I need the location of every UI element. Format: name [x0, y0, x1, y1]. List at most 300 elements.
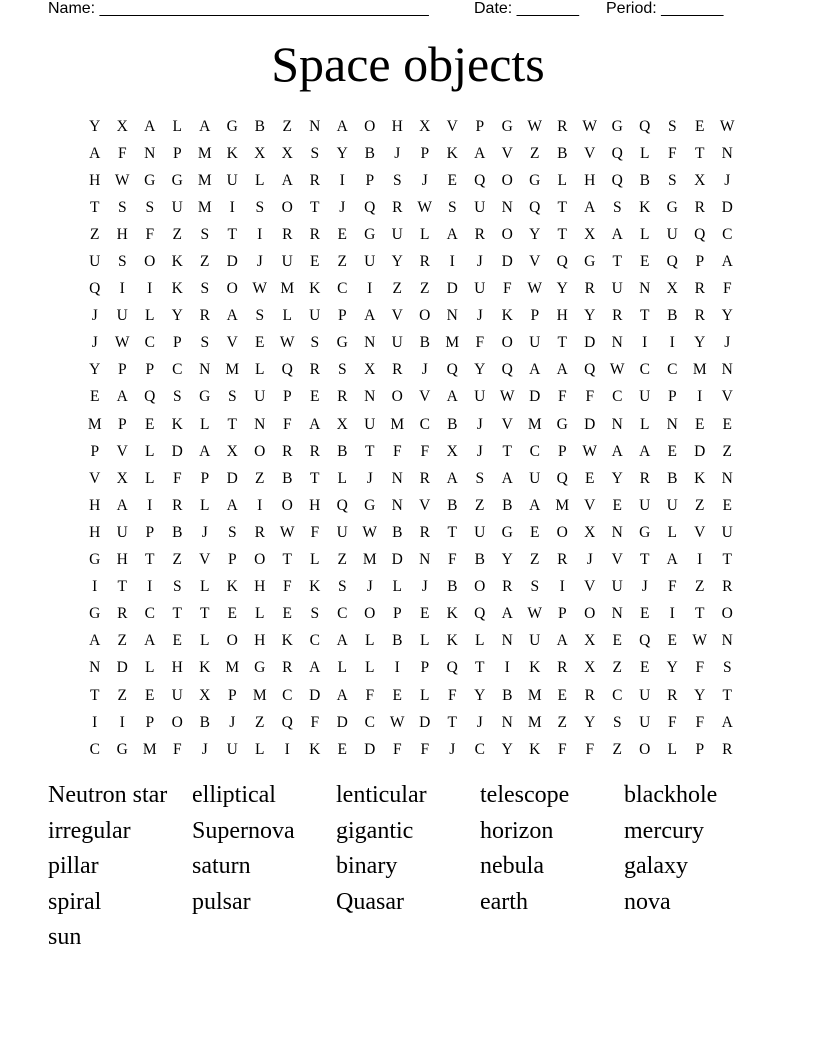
- grid-letter: S: [227, 388, 237, 406]
- grid-letter: F: [695, 659, 705, 677]
- grid-letter: M: [692, 361, 707, 379]
- word-bank-item: elliptical: [192, 782, 276, 808]
- grid-letter: A: [474, 144, 486, 162]
- grid-letter: Y: [501, 740, 513, 758]
- grid-letter: R: [612, 307, 623, 325]
- grid-letter: S: [255, 198, 265, 216]
- grid-letter: X: [364, 361, 376, 379]
- grid-letter: P: [667, 388, 677, 406]
- grid-letter: Z: [337, 551, 347, 569]
- grid-letter: C: [612, 686, 623, 704]
- grid-letter: E: [585, 469, 595, 487]
- grid-letter: S: [200, 334, 210, 352]
- grid-letter: J: [476, 307, 483, 325]
- word-bank-item: saturn: [192, 853, 251, 880]
- grid-letter: R: [282, 225, 293, 243]
- grid-letter: Z: [200, 253, 210, 271]
- grid-letter: C: [282, 686, 293, 704]
- grid-letter: S: [117, 253, 127, 271]
- word-bank-item: Supernova: [192, 817, 295, 844]
- grid-letter: C: [722, 225, 733, 243]
- grid-letter: N: [721, 632, 733, 650]
- grid-letter: Z: [530, 551, 540, 569]
- grid-letter: M: [445, 334, 460, 352]
- grid-letter: T: [90, 686, 100, 704]
- grid-letter: A: [336, 632, 348, 650]
- grid-letter: Z: [475, 496, 485, 514]
- grid-letter: T: [117, 578, 127, 596]
- grid-letter: F: [557, 388, 567, 406]
- name-field: Name: _____________________________________: [48, 0, 429, 17]
- grid-letter: O: [501, 225, 513, 243]
- grid-letter: F: [557, 740, 567, 758]
- grid-letter: A: [446, 469, 458, 487]
- grid-letter: R: [502, 578, 513, 596]
- grid-letter: O: [391, 388, 403, 406]
- word-bank-item: pulsar: [192, 888, 251, 915]
- grid-letter: B: [337, 442, 348, 460]
- grid-letter: N: [501, 713, 513, 731]
- grid-letter: Y: [391, 253, 403, 271]
- grid-letter: K: [694, 469, 706, 487]
- grid-letter: J: [201, 740, 208, 758]
- grid-letter: K: [226, 578, 238, 596]
- grid-letter: E: [227, 605, 237, 623]
- grid-letter: T: [172, 605, 182, 623]
- grid-letter: U: [171, 198, 183, 216]
- grid-letter: B: [392, 632, 403, 650]
- grid-letter: G: [364, 496, 376, 514]
- grid-letter: X: [584, 523, 596, 541]
- grid-letter: S: [310, 334, 320, 352]
- grid-letter: Y: [694, 686, 706, 704]
- grid-letter: O: [584, 605, 596, 623]
- grid-letter: Z: [117, 632, 127, 650]
- grid-letter: U: [639, 388, 651, 406]
- grid-letter: X: [694, 171, 706, 189]
- grid-letter: Q: [611, 144, 623, 162]
- grid-letter: D: [584, 334, 596, 352]
- grid-letter: U: [639, 496, 651, 514]
- grid-letter: W: [389, 713, 405, 731]
- grid-letter: F: [420, 740, 430, 758]
- grid-letter: F: [447, 551, 457, 569]
- grid-letter: L: [337, 469, 347, 487]
- grid-letter: R: [694, 280, 705, 298]
- grid-letter: E: [722, 415, 732, 433]
- grid-letter: V: [694, 523, 706, 541]
- grid-letter: O: [721, 605, 733, 623]
- grid-letter: F: [117, 144, 127, 162]
- grid-letter: W: [362, 523, 378, 541]
- grid-letter: M: [142, 740, 157, 758]
- grid-letter: I: [504, 659, 510, 677]
- grid-letter: T: [145, 551, 155, 569]
- grid-letter: E: [667, 632, 677, 650]
- grid-letter: S: [145, 198, 155, 216]
- grid-letter: Z: [695, 578, 705, 596]
- grid-letter: F: [447, 686, 457, 704]
- grid-letter: O: [639, 740, 651, 758]
- grid-letter: B: [447, 415, 458, 433]
- grid-letter: A: [144, 117, 156, 135]
- grid-letter: P: [420, 659, 430, 677]
- grid-letter: S: [172, 578, 182, 596]
- grid-letter: W: [692, 632, 708, 650]
- grid-letter: X: [116, 117, 128, 135]
- grid-letter: L: [365, 659, 375, 677]
- grid-letter: E: [310, 388, 320, 406]
- grid-letter: L: [200, 578, 210, 596]
- grid-letter: F: [667, 713, 677, 731]
- grid-letter: Q: [474, 171, 486, 189]
- grid-letter: N: [611, 605, 623, 623]
- grid-letter: B: [419, 334, 430, 352]
- grid-letter: D: [501, 253, 513, 271]
- grid-letter: L: [282, 307, 292, 325]
- grid-letter: L: [420, 632, 430, 650]
- grid-letter: S: [117, 198, 127, 216]
- grid-letter: C: [144, 334, 155, 352]
- grid-letter: Z: [695, 496, 705, 514]
- word-bank-item: Neutron star: [48, 782, 168, 808]
- grid-letter: J: [201, 523, 208, 541]
- grid-letter: I: [697, 551, 703, 569]
- grid-letter: R: [392, 198, 403, 216]
- grid-letter: V: [721, 388, 733, 406]
- grid-letter: Z: [612, 659, 622, 677]
- grid-letter: J: [724, 334, 731, 352]
- grid-letter: O: [254, 442, 266, 460]
- grid-letter: S: [200, 280, 210, 298]
- grid-letter: C: [364, 713, 375, 731]
- grid-letter: U: [666, 496, 678, 514]
- grid-letter: D: [584, 415, 596, 433]
- grid-letter: T: [200, 605, 210, 623]
- grid-letter: N: [309, 117, 321, 135]
- grid-letter: J: [476, 415, 483, 433]
- grid-letter: F: [420, 442, 430, 460]
- grid-letter: Z: [255, 713, 265, 731]
- grid-letter: F: [502, 280, 512, 298]
- grid-letter: L: [667, 523, 677, 541]
- grid-letter: S: [310, 144, 320, 162]
- grid-letter: I: [229, 198, 235, 216]
- grid-letter: Y: [694, 334, 706, 352]
- grid-letter: U: [474, 523, 486, 541]
- grid-letter: G: [144, 171, 156, 189]
- grid-letter: J: [394, 144, 401, 162]
- grid-letter: F: [722, 280, 732, 298]
- grid-letter: J: [641, 578, 648, 596]
- grid-letter: X: [584, 632, 596, 650]
- grid-letter: V: [529, 253, 541, 271]
- grid-letter: P: [227, 686, 237, 704]
- grid-letter: E: [145, 415, 155, 433]
- grid-letter: A: [199, 442, 211, 460]
- grid-letter: Z: [117, 686, 127, 704]
- grid-letter: B: [447, 578, 458, 596]
- grid-letter: N: [721, 361, 733, 379]
- grid-letter: P: [365, 171, 375, 189]
- grid-letter: F: [310, 713, 320, 731]
- grid-letter: O: [144, 253, 156, 271]
- grid-letter: H: [584, 171, 596, 189]
- grid-letter: A: [226, 496, 238, 514]
- grid-letter: H: [89, 496, 101, 514]
- grid-letter: D: [171, 442, 183, 460]
- grid-letter: S: [200, 225, 210, 243]
- grid-letter: L: [255, 171, 265, 189]
- grid-letter: L: [337, 659, 347, 677]
- grid-letter: U: [611, 280, 623, 298]
- grid-letter: L: [145, 469, 155, 487]
- grid-letter: P: [557, 605, 567, 623]
- grid-letter: I: [119, 713, 125, 731]
- grid-letter: T: [695, 144, 705, 162]
- grid-letter: T: [310, 469, 320, 487]
- grid-letter: E: [667, 442, 677, 460]
- grid-letter: K: [171, 415, 183, 433]
- grid-letter: E: [640, 659, 650, 677]
- grid-letter: G: [501, 117, 513, 135]
- grid-letter: L: [200, 415, 210, 433]
- grid-letter: H: [556, 307, 568, 325]
- grid-letter: Z: [172, 225, 182, 243]
- grid-letter: Z: [420, 280, 430, 298]
- grid-letter: L: [145, 442, 155, 460]
- grid-letter: N: [721, 144, 733, 162]
- grid-letter: K: [309, 578, 321, 596]
- grid-letter: H: [391, 117, 403, 135]
- grid-letter: I: [697, 388, 703, 406]
- grid-letter: P: [392, 605, 402, 623]
- grid-letter: W: [527, 117, 543, 135]
- grid-letter: L: [145, 659, 155, 677]
- grid-letter: M: [362, 551, 377, 569]
- grid-letter: Q: [584, 361, 596, 379]
- grid-letter: G: [226, 117, 238, 135]
- grid-letter: H: [116, 551, 128, 569]
- grid-letter: N: [666, 415, 678, 433]
- grid-letter: R: [419, 523, 430, 541]
- grid-letter: R: [584, 280, 595, 298]
- grid-letter: U: [391, 225, 403, 243]
- grid-letter: S: [667, 117, 677, 135]
- word-bank-item: lenticular: [336, 782, 427, 808]
- grid-letter: D: [419, 713, 431, 731]
- grid-letter: U: [639, 686, 651, 704]
- grid-letter: I: [559, 578, 565, 596]
- grid-letter: M: [280, 280, 295, 298]
- grid-letter: K: [529, 659, 541, 677]
- grid-letter: S: [612, 713, 622, 731]
- grid-letter: U: [364, 253, 376, 271]
- grid-letter: W: [252, 280, 268, 298]
- grid-letter: O: [281, 496, 293, 514]
- grid-letter: K: [309, 280, 321, 298]
- grid-letter: A: [89, 144, 101, 162]
- grid-letter: G: [336, 334, 348, 352]
- grid-letter: U: [474, 388, 486, 406]
- grid-letter: Q: [611, 171, 623, 189]
- grid-letter: J: [724, 171, 731, 189]
- grid-letter: E: [640, 253, 650, 271]
- grid-letter: I: [257, 496, 263, 514]
- grid-letter: U: [336, 523, 348, 541]
- grid-letter: M: [197, 144, 212, 162]
- grid-letter: X: [446, 442, 458, 460]
- grid-letter: L: [640, 415, 650, 433]
- grid-letter: W: [114, 334, 130, 352]
- grid-letter: A: [529, 361, 541, 379]
- grid-letter: U: [89, 253, 101, 271]
- grid-letter: U: [171, 686, 183, 704]
- grid-letter: J: [476, 253, 483, 271]
- grid-letter: O: [226, 632, 238, 650]
- grid-letter: R: [694, 307, 705, 325]
- grid-letter: M: [527, 713, 542, 731]
- worksheet-header: [48, 0, 738, 20]
- grid-letter: E: [530, 523, 540, 541]
- grid-letter: P: [337, 307, 347, 325]
- grid-letter: M: [390, 415, 405, 433]
- grid-letter: Q: [474, 605, 486, 623]
- grid-letter: O: [474, 578, 486, 596]
- grid-letter: A: [281, 171, 293, 189]
- grid-letter: U: [226, 740, 238, 758]
- grid-letter: W: [417, 198, 433, 216]
- grid-letter: N: [611, 523, 623, 541]
- grid-letter: N: [446, 307, 458, 325]
- grid-letter: Z: [392, 280, 402, 298]
- grid-letter: A: [584, 198, 596, 216]
- grid-letter: X: [584, 225, 596, 243]
- grid-letter: S: [337, 361, 347, 379]
- grid-letter: U: [226, 171, 238, 189]
- grid-letter: S: [310, 605, 320, 623]
- grid-letter: X: [116, 469, 128, 487]
- grid-letter: R: [117, 605, 128, 623]
- grid-letter: I: [92, 713, 98, 731]
- grid-letter: I: [147, 578, 153, 596]
- grid-letter: D: [309, 686, 321, 704]
- grid-letter: B: [392, 523, 403, 541]
- grid-letter: J: [476, 713, 483, 731]
- grid-letter: F: [392, 442, 402, 460]
- grid-letter: A: [721, 713, 733, 731]
- grid-letter: N: [721, 469, 733, 487]
- grid-letter: X: [584, 659, 596, 677]
- grid-letter: G: [529, 171, 541, 189]
- grid-letter: R: [309, 361, 320, 379]
- grid-letter: S: [392, 171, 402, 189]
- grid-letter: G: [584, 253, 596, 271]
- grid-letter: Z: [557, 713, 567, 731]
- grid-letter: N: [254, 415, 266, 433]
- grid-letter: C: [144, 605, 155, 623]
- grid-letter: E: [255, 334, 265, 352]
- grid-letter: J: [421, 578, 428, 596]
- grid-letter: N: [501, 198, 513, 216]
- grid-letter: U: [529, 334, 541, 352]
- grid-letter: A: [501, 605, 513, 623]
- grid-letter: C: [172, 361, 183, 379]
- grid-letter: U: [721, 523, 733, 541]
- grid-letter: A: [116, 496, 128, 514]
- grid-letter: E: [612, 496, 622, 514]
- grid-letter: T: [640, 307, 650, 325]
- grid-letter: T: [447, 523, 457, 541]
- grid-letter: T: [227, 415, 237, 433]
- grid-letter: Y: [474, 686, 486, 704]
- grid-letter: C: [667, 361, 678, 379]
- grid-letter: G: [254, 659, 266, 677]
- grid-letter: E: [420, 605, 430, 623]
- grid-letter: S: [227, 523, 237, 541]
- grid-letter: O: [364, 117, 376, 135]
- grid-letter: P: [117, 361, 127, 379]
- grid-letter: H: [116, 225, 128, 243]
- grid-letter: I: [642, 334, 648, 352]
- grid-letter: O: [254, 551, 266, 569]
- grid-letter: F: [282, 578, 292, 596]
- grid-letter: R: [392, 361, 403, 379]
- grid-letter: L: [255, 605, 265, 623]
- grid-letter: T: [90, 198, 100, 216]
- word-bank-item: gigantic: [336, 817, 414, 844]
- grid-letter: A: [666, 551, 678, 569]
- grid-letter: C: [639, 361, 650, 379]
- grid-letter: X: [336, 415, 348, 433]
- grid-letter: P: [145, 361, 155, 379]
- grid-letter: J: [339, 198, 346, 216]
- grid-letter: N: [501, 632, 513, 650]
- grid-letter: N: [364, 388, 376, 406]
- grid-letter: Q: [694, 225, 706, 243]
- grid-letter: I: [147, 280, 153, 298]
- grid-letter: Y: [666, 659, 678, 677]
- grid-letter: A: [309, 659, 321, 677]
- grid-letter: U: [474, 280, 486, 298]
- grid-letter: Q: [281, 713, 293, 731]
- grid-letter: P: [420, 144, 430, 162]
- grid-letter: J: [476, 442, 483, 460]
- grid-letter: X: [419, 117, 431, 135]
- grid-letter: A: [501, 469, 513, 487]
- grid-letter: Y: [721, 307, 733, 325]
- grid-letter: Q: [446, 659, 458, 677]
- grid-letter: Y: [556, 280, 568, 298]
- grid-letter: B: [502, 686, 513, 704]
- grid-letter: X: [281, 144, 293, 162]
- grid-letter: R: [557, 659, 568, 677]
- grid-letter: A: [721, 253, 733, 271]
- grid-letter: J: [91, 334, 98, 352]
- grid-letter: L: [640, 144, 650, 162]
- grid-letter: R: [419, 253, 430, 271]
- grid-letter: B: [447, 496, 458, 514]
- grid-letter: V: [501, 415, 513, 433]
- grid-letter: G: [639, 523, 651, 541]
- grid-letter: S: [530, 578, 540, 596]
- grid-letter: R: [694, 198, 705, 216]
- grid-letter: C: [337, 605, 348, 623]
- grid-letter: R: [282, 659, 293, 677]
- grid-letter: R: [557, 117, 568, 135]
- grid-letter: R: [722, 740, 733, 758]
- grid-letter: G: [556, 415, 568, 433]
